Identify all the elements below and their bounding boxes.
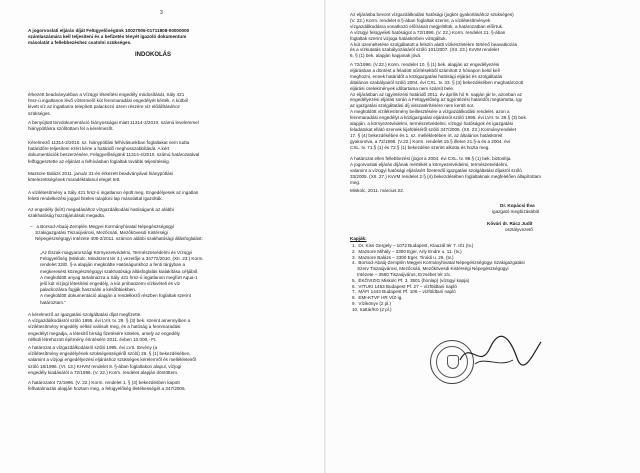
- quote-line: palackozásra fogják használni a későbbiekben.: [40, 287, 137, 293]
- distribution-item: 4. Borsod-Abaúj-Zemplén Megyei Kormányhivatal Népegészségügyi Szakigazgatási: [352, 260, 525, 266]
- paragraph-line: kötelezettségének maradéktalanul eleget tett.: [28, 177, 121, 183]
- paragraph-line: és a vízkutatás szabályozásáról szóló 101/2007. (XII. 23.) KvVM rendelet: [350, 47, 499, 53]
- paragraph-line: kivett víz az ingatlanra telepített palackozó üzem részére víz előállításához: [28, 104, 180, 110]
- place-date: Miskolc, 2011. március 22.: [350, 188, 405, 193]
- paragraph-line: feletti rendelkezési joggal hiteles tulajdoni lap másolattal igazolták.: [28, 196, 163, 202]
- paragraph-line: engedélyezési eljárás során a Felügyelőség az ügyintézési határidőt megtartotta, így: [350, 97, 523, 103]
- paragraph-line: Az eljárásban az ügyintézési határidő 2011. év április hó 9. napján jár le, azonban az: [350, 91, 523, 97]
- paragraph-line: valamint a vízügyi hatósági eljárásért fizetendő igazgatási szolgáltatási díjakról szóló: [350, 167, 522, 173]
- paragraph-line: 6. § (1) bek. alapján kapjanak jóvá.: [350, 53, 422, 59]
- distribution-item: 1. Dr. Kiss Gergely – 1072 Budapest, Klauzál tér 7. II/1 (tv.): [352, 243, 474, 248]
- paragraph-line: 33/2005. (XII. 27.) KvVM rendelet 2.§ (4) bekezdésében foglaltaknak megfelelően állapítottam: [350, 173, 542, 179]
- distribution-heading: Kapják:: [350, 236, 367, 241]
- signer-position: osztályvezető: [505, 227, 533, 232]
- list-item-line: – a Borsod-Abaúj-Zemplén Megyei Kormányhivatal Népegészségügyi: [30, 224, 175, 229]
- distribution-item: 7. MÁFI 1443 Budapest Pf. 106 – vízföldtani napló: [352, 289, 456, 295]
- paragraph-line: A határozatot 72/1996. (V. 22.) Korm. rendelet 1. § (3) bekezdésben kapott: [28, 380, 180, 385]
- paragraph-line: meg.: [350, 179, 361, 185]
- quote-line: jelű kút vízjogi létesítési engedély, a kút próbaüzemi vízkivételi és víz: [40, 281, 181, 286]
- quote-line: A megküldött dokumentáció alapján a rendelkező részben foglaltak szerint: [40, 293, 191, 299]
- paragraph-line: dokumentációk beszerzésére, Felügyelőségünk 11314-4/2010. számú határozatával: [28, 152, 200, 158]
- distribution-item: 9. Vízikönyv (2 pl.): [352, 301, 392, 306]
- paragraph-line: Kérelmező 11314-2/2010. sz. hiánypótlási felhívásunkban foglaltakat nem tudta: [28, 140, 190, 145]
- distribution-item: 3. Mazsore Balázs – 3300 Eger, Tinódi u. 26. (tv.): [352, 254, 454, 260]
- paragraph-line: A vízügyi felügyeleti hatóságot a 72/1996. (V. 22.) Korm. rendelet 21. §-ában: [350, 29, 506, 35]
- paragraph-line: fennmaradási engedélyt a közigazgatási eljárásról szóló 1995. évi LVII. tv. 29.§ (3) bek.: [350, 115, 528, 121]
- paragraph-line: határidőre teljesíteni ezért kérte a határidő meghosszabbítását. A kért: [28, 146, 170, 152]
- paragraph-line: A 72/1996. (V.22.) Korm. rendelet 10. § (1) bek. alapján az engedélyezési: [350, 62, 500, 67]
- paragraph-line: hrsz-ú ingatlanon lévő víztermelő kút fennmaradási engedélyét kérték. A kútból: [28, 98, 189, 104]
- distribution-item: 2. Mazsore Mihály – 3300 Eger, Arly Endre u. 11. (tv.): [352, 248, 462, 254]
- paragraph-line: eljárási cselekmények időtartama nem számít bele.: [350, 85, 455, 91]
- quote-line: Felügyelőség (Miskolc, Mindszent tér 4.) vezetője a 34772/2010. (XII. 23.) Korm.: [40, 256, 204, 262]
- paragraph-line: vízilétesítmény engedélyének szükségességéről szóló) 28. § (1) bekezdésében,: [28, 351, 191, 357]
- paragraph-line: az igazgatási szolgáltatási díj visszatérítésére nem került sor.: [350, 103, 475, 109]
- distribution-item: 10. Irattár/Kö (2 pl.): [352, 306, 392, 312]
- paragraph-line: vízgazdálkodásra vonatkozó előírásait megjelöltük, a határozatban előírtuk.: [350, 23, 504, 29]
- quote-line: „Az Észak-magyarországi Környezetvédelmi, Természetvédelmi és Vízügyi: [40, 250, 193, 255]
- section-heading: INDOKOLÁS: [135, 52, 171, 58]
- intro-line: A jogorvoslati eljárás díját Felügyelőségünk 10027006-01711808-00000000: [28, 28, 190, 33]
- paragraph-line: (V. 22.) Korm. rendelet 6.§-ában foglaltak szerint, a vízilétesítmények: [350, 17, 491, 23]
- paragraph-line: A benyújtott tervdokumentáció hiányosságai miatt 11314-2/2010. számú levelemmel: [28, 120, 199, 125]
- paragraph-line: A jogorvoslati eljárás díjának mértékét a környezetvédelmi, természetvédelmi,: [350, 161, 509, 167]
- distribution-item: 8. EMI-KTVF HR VÍZ-ig.: [352, 295, 403, 301]
- intro-line: számlaszámára kell teljesíteni és a befizetés tényét igazoló dokumentum: [28, 34, 187, 40]
- paragraph-line: eljárásban a döntést a feladott sűrítésekből számított 2 hónapon belül kell: [350, 67, 500, 73]
- paragraph-line: A kút üzemeltetése szolgáltatott a felszín alatti vízkészletekre történő beavatkozás: [350, 41, 517, 47]
- paragraph-line: A határozat ellen fellebbezést (jogot a 2004. évi CXL. tv. 98.§ (1) bek. biztosítja.: [350, 156, 512, 161]
- paragraph-line: Az eljárásba bevont vízgazdálkodási hatósági (jogkör gyakorlásához szükséges): [350, 12, 514, 17]
- quote-line: megkeresést közegészségügyi szakhatósági állásfoglalás kialakítása céljából.: [40, 268, 199, 274]
- quote-line: A megküldött anyag tartalmazza a Sály 421 hrsz-ú ingatlanon megfúrt Aqua-1: [40, 274, 198, 280]
- paragraph-line: szóló 18/1996. (VI. 13.) KHVM rendelet 8. §-ában foglaltakon alapul, vízjogi: [28, 363, 182, 369]
- paragraph-line: engedélyt megadja, a létesítő bírság fizetésére köteles, amely az engedély: [28, 330, 180, 336]
- quote-line: rendelet 32/E. §-a alapján megküldte Hatóságunkhoz a fenti tárgyban a: [40, 262, 186, 268]
- paragraph-line: nélküli létrehozott építmény érintésére 2011. évben 10.000,- Ft.: [28, 336, 157, 342]
- page-number: 3: [160, 10, 163, 16]
- signatory-name: Dr. Kopácsi Éva: [500, 203, 535, 208]
- distribution-item: 6. VITUKI 1453 Budapest Pf. 27 – vízföldtani napló: [352, 283, 457, 289]
- distribution-item: 5. ÉKÖVIZIG Miskolc Pf. 3. 3501 (honlap) (vízügyi kapja): [352, 277, 470, 283]
- paragraph-line: CXL. tv. 71.§ (1) és 72.§ (1) bekezdése szerint alkotta és hozta meg.: [350, 144, 490, 150]
- signer-name: Kővári dr. Rácz Judit: [487, 221, 533, 226]
- paragraph-line: vízilétesítmény engedély nélkül valósult meg, és a hatóság a fennmaradási: [28, 324, 181, 330]
- paragraph-line: A vízgazdálkodásról szóló 1995. évi LVII. tv. 29. § (3) bek. szerint amennyiben a: [28, 318, 191, 324]
- paragraph-line: foglaltak szerint vizjoga hatáskörben vizsgáltuk.: [350, 35, 447, 41]
- paragraph-line: A megküldött vízilétesítmény beillesztésére a vízgazdálkodási rendelet, azon a: [350, 109, 510, 115]
- paragraph-line: alapján, a környezetvédelmi, természetvédelmi, vízügyi hatóságok és igazgatási: [350, 121, 513, 126]
- paragraph-line: Mazsore Balázs 2011. január 31-én érkezett beadványával hiánypótlási: [28, 171, 173, 176]
- distribution-item: Intézete – 3580 Tiszaújváros, Erzsébet tér 2/c.: [352, 272, 452, 277]
- intro-line: másolatát a fellebbezéshez csatolni szükséges.: [28, 40, 132, 46]
- paragraph-line: feladatokat ellátó szervek kijelöléséről szóló 347/2006. (XII. 23.) Kormányrendelet: [350, 126, 516, 132]
- paragraph-line: A kérelmező az igazgatási szolgáltatási díjat megfizette.: [28, 312, 142, 317]
- list-item-line: Szakigazgatási Tiszaújvárosi, Mezőcsáti, Mezőkövesdi Kistérségi: [30, 230, 168, 236]
- list-item-line: Népegészségügyi Intézete 405-2/2011. számon alábbi szakhatósági állásfoglalást:: [30, 236, 203, 242]
- paragraph-line: A határozat a vízgazdálkodásról szóló 1995. évi LVII. törvény (a: [28, 345, 158, 350]
- paragraph-line: érkezett beadványukban a Vízügyi létesítési engedély módosítását, Sály 421: [28, 92, 185, 97]
- paragraph-line: szükséges.: [28, 110, 51, 116]
- paragraph-line: hiánypótlásra szólítottam fel a kérelmezőt.: [28, 126, 114, 132]
- paragraph-line: engedély kiadásáról a 72/1996. (V. 22.) Korm. rendelet alapján döntöttem.: [28, 369, 179, 375]
- signatory-role: igazgató megbízásából: [492, 209, 540, 214]
- paragraph-line: 17. § (4) bekezdésében és 1. sz. mellékletében írt, az általános hatásköreit: [350, 132, 503, 138]
- distribution-item: Szerv Tiszaújvárosi, Mezőcsáti, Mezőkövesdi Kistérségi Népegészségügyi: [352, 266, 509, 272]
- paragraph-line: meghozni, ennek határidőt a közigazgatási hatósági eljárás és szolgáltatás: [350, 73, 503, 79]
- paragraph-line: Az engedély (kiírt) megadásához vízgazdálkodási hatóságunk az alábbi: [28, 207, 174, 212]
- handwritten-signature: [455, 330, 545, 375]
- paragraph-line: gyakorolva, a 72/1996. (V.22.) Korm. rendelet 15.§ illetve 21.§-a és a 2004. évi: [350, 138, 510, 144]
- paragraph-line: szakhatóság hozzájárulását megadta.: [28, 213, 106, 219]
- quote-line: határoztam.”: [40, 299, 66, 305]
- paragraph-line: felhatalmazás alapján hoztam meg, a felügyelőség illetékességét a 347/2006.: [28, 386, 186, 392]
- paragraph-line: valamint a vízjogi engedélyezési eljáráshoz szükséges kérelemről és mellékleteiről: [28, 357, 197, 363]
- paragraph-line: általános szabályairól szóló 2004. évi CXL. tv. 33. § (3) bekezdésében meghatározott: [350, 79, 524, 85]
- paragraph-line: A vízilétesítmény a Sály 421 hrsz-ú ingatlanon épült meg. Engedélyesek az ingatlan: [28, 190, 199, 195]
- paragraph-line: felfüggesztette az eljárást a felhívásban foglaltak további teljesítéséig.: [28, 158, 170, 164]
